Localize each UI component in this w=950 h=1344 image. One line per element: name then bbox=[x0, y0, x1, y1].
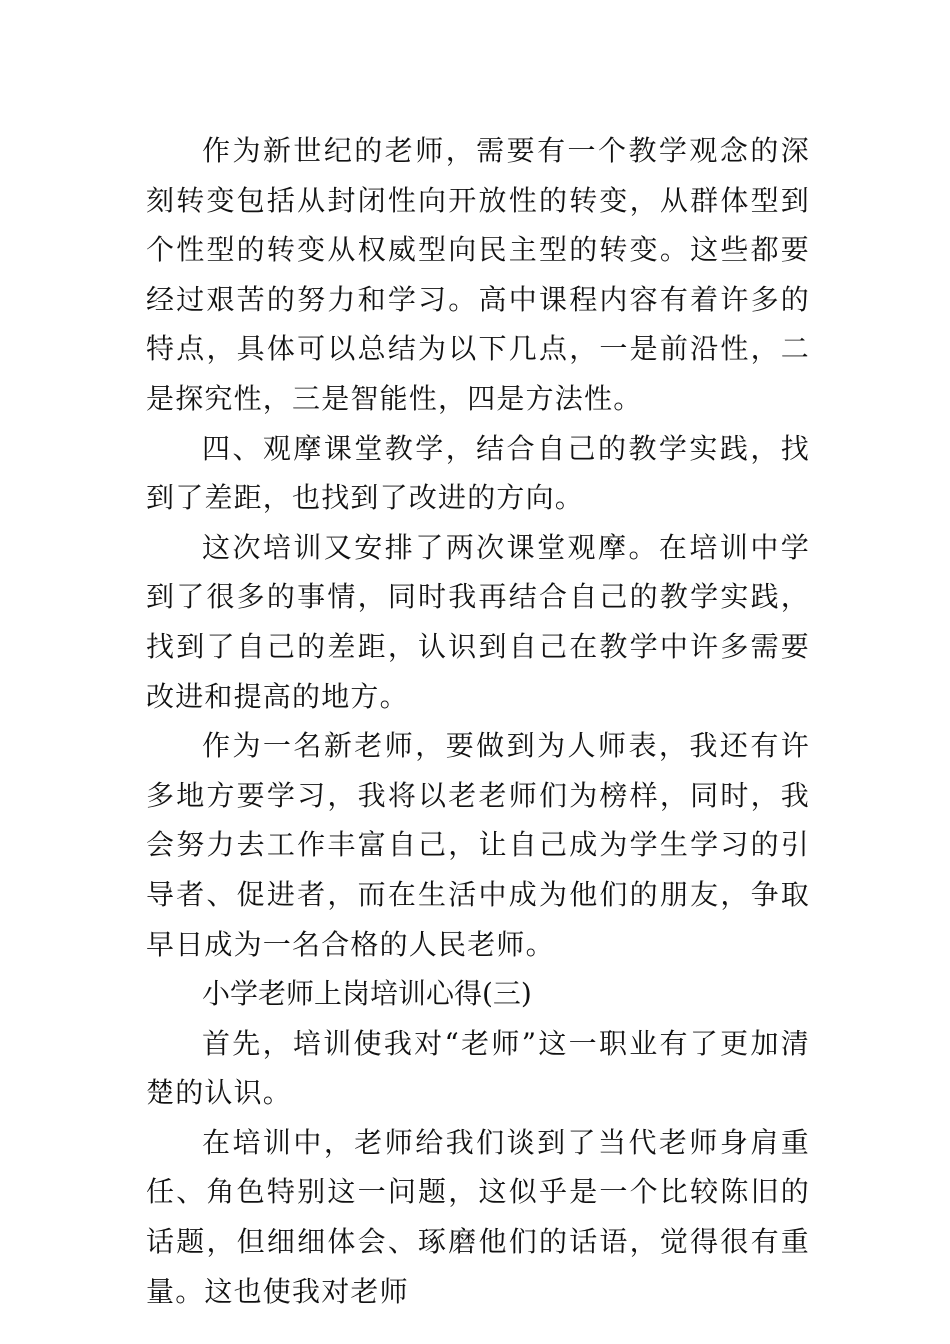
document-body bbox=[146, 126, 810, 1316]
section-title: 小学老师上岗培训心得(三) bbox=[202, 977, 532, 1011]
paragraph-first-point: 首先，培训使我对“老师”这一职业有了更加清楚的认识。 bbox=[146, 1026, 810, 1110]
paragraph-classroom-observation: 这次培训又安排了两次课堂观摩。在培训中学到了很多的事情，同时我再结合自己的教学实践，找到了自己的差距，认识到自己在教学中许多需要改进和提高的地方。 bbox=[146, 530, 810, 713]
paragraph-training-talk: 在培训中，老师给我们谈到了当代老师身肩重任、角色特别这一问题，这似乎是一个比较陈旧的话题，但细细体会、琢磨他们的话语，觉得很有重量。这也使我对老师 bbox=[146, 1125, 810, 1308]
paragraph-observation-heading: 四、观摩课堂教学，结合自己的教学实践，找到了差距，也找到了改进的方向。 bbox=[146, 431, 810, 515]
paragraph-teaching-concept: 作为新世纪的老师，需要有一个教学观念的深刻转变包括从封闭性向开放性的转变，从群体型到个性型的转变从权威型向民主型的转变。这些都要经过艰苦的努力和学习。高中课程内容有着许多的特点，具体可以总结为以下几点，一是前沿性，二是探究性，三是智能性，四是方法性。 bbox=[146, 134, 810, 415]
paragraph-new-teacher: 作为一名新老师，要做到为人师表，我还有许多地方要学习，我将以老老师们为榜样，同时，我会努力去工作丰富自己，让自己成为学生学习的引导者、促进者，而在生活中成为他们的朋友，争取早日成为一名合格的人民老师。 bbox=[146, 729, 810, 961]
